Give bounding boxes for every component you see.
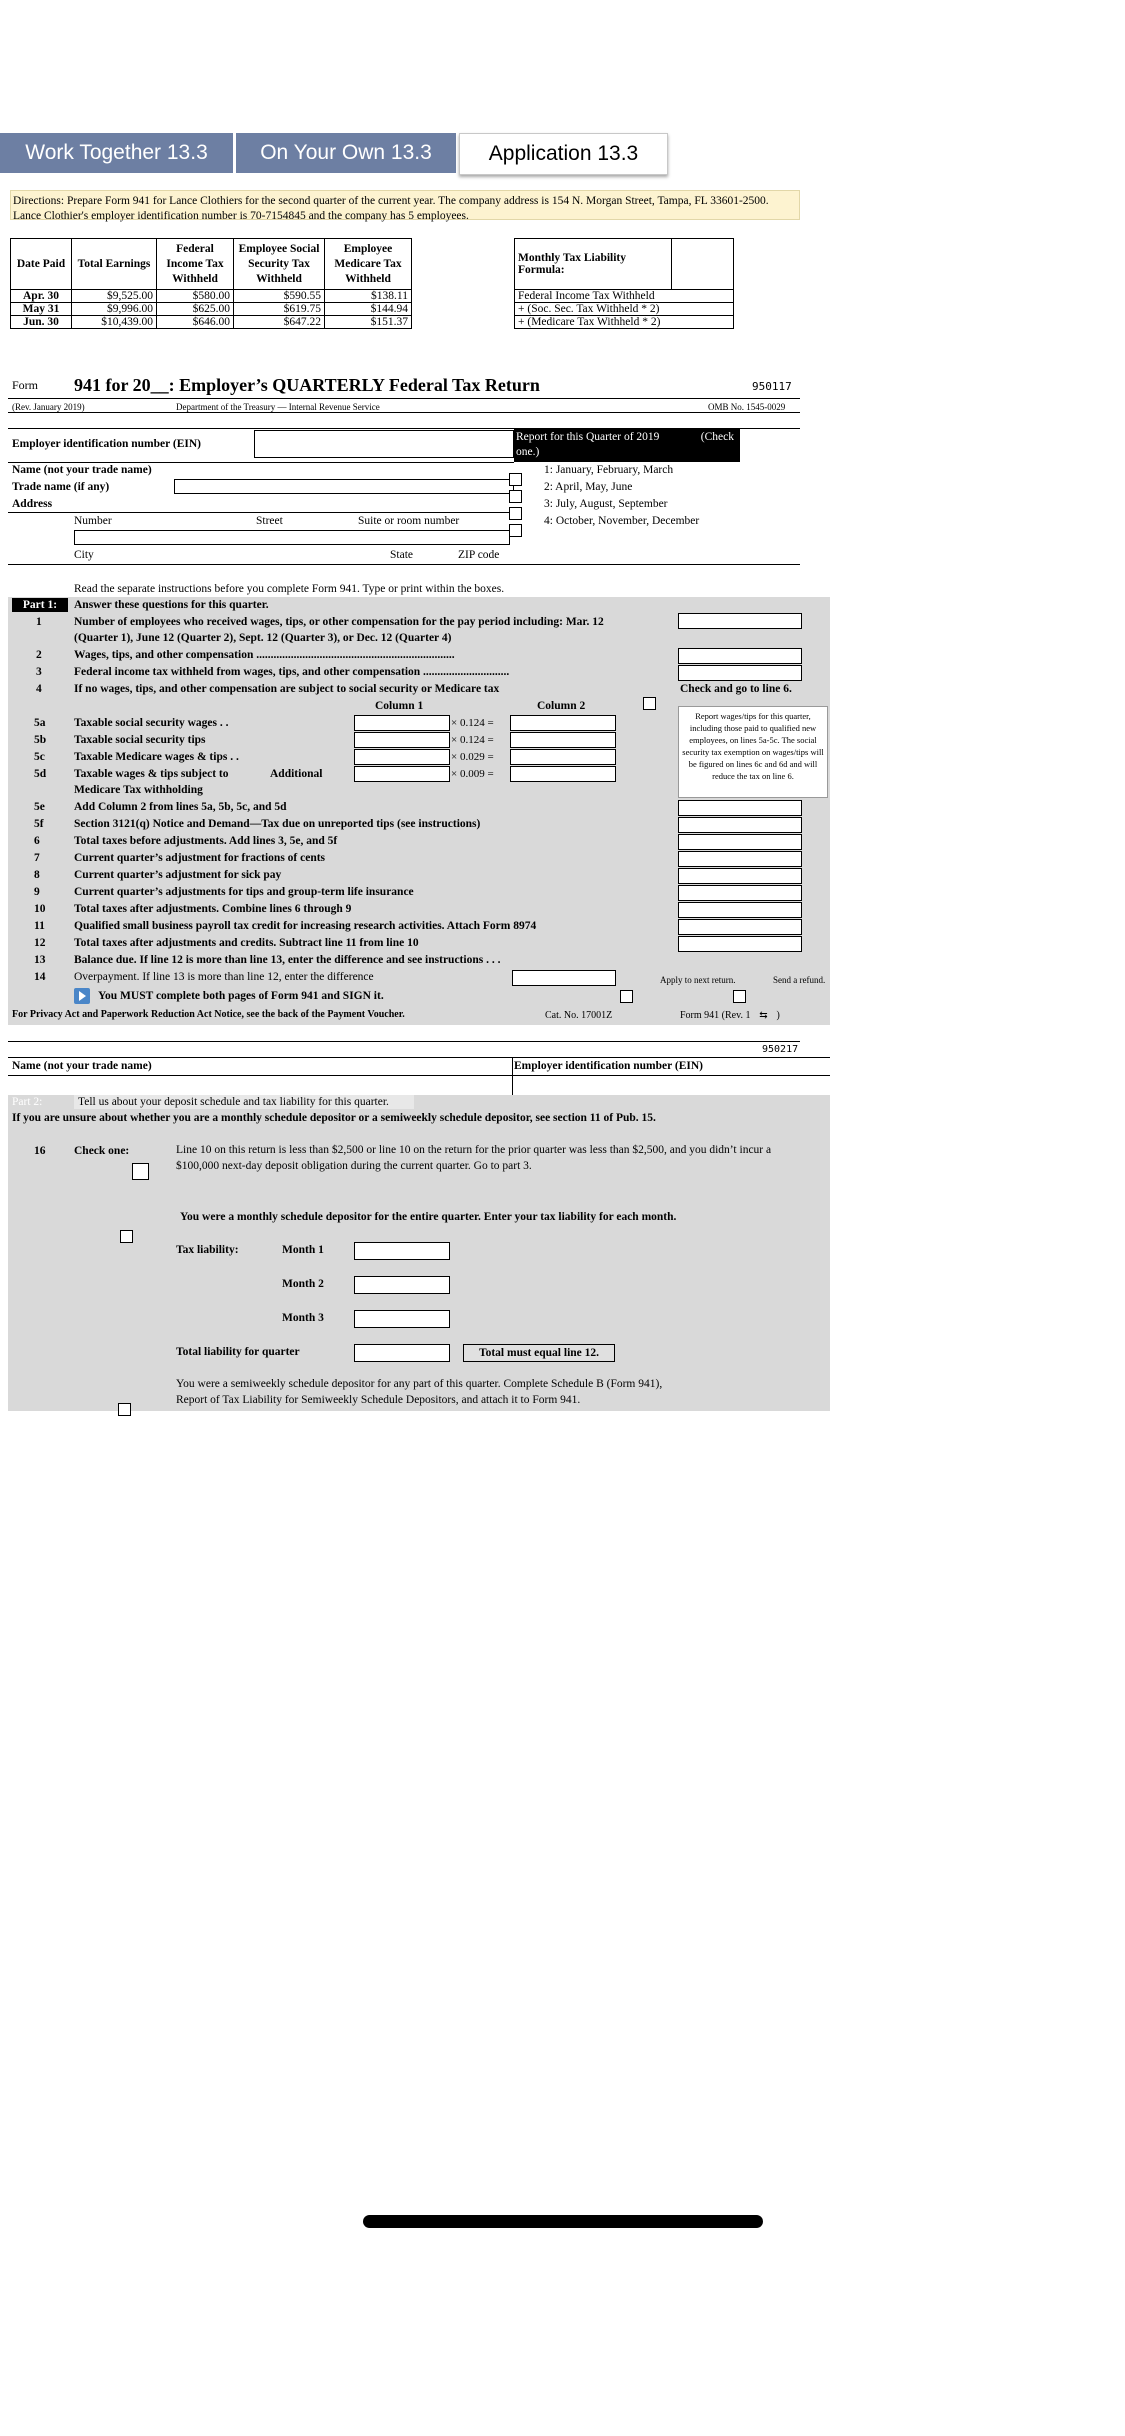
- row-med: $151.37: [325, 316, 412, 329]
- line-2-field[interactable]: [678, 648, 802, 664]
- formula-title: Monthly Tax Liability Formula:: [515, 239, 672, 290]
- opt3-checkbox[interactable]: [118, 1403, 131, 1416]
- cat-no: Cat. No. 17001Z: [545, 1010, 613, 1021]
- row-med: $138.11: [325, 290, 412, 303]
- row-med: $144.94: [325, 303, 412, 316]
- col-total-earnings: Total Earnings: [72, 239, 157, 290]
- row-fed: $625.00: [157, 303, 234, 316]
- opt1-text: Line 10 on this return is less than $2,500 or line 10 on the return for the prior quarter was less than $2,500, and you didn’t incur a $100,000 next-day deposit obligation during the current quarter. Go to part 3.: [176, 1144, 772, 1172]
- line-5d-num: 5d: [34, 768, 47, 780]
- line-10-text: Total taxes after adjustments. Combine lines 6 through 9: [74, 903, 352, 915]
- quarter-one-text: one.): [516, 446, 540, 458]
- table-row: [11, 316, 412, 329]
- formula-line-3: + (Medicare Tax Withheld * 2): [515, 316, 734, 329]
- total-quarter-label: Total liability for quarter: [176, 1346, 300, 1358]
- address-label: Address: [12, 498, 53, 510]
- line-12-text: Total taxes after adjustments and credits. Subtract line 11 from line 10: [74, 937, 419, 949]
- line-5d-col1[interactable]: [354, 766, 450, 782]
- form-code-2: 950217: [762, 1044, 799, 1055]
- col-federal: Federal Income Tax Withheld: [157, 239, 234, 290]
- quarter-4-label: 4: October, November, December: [544, 515, 700, 527]
- part2-title: Tell us about your deposit schedule and tax liability for this quarter.: [78, 1096, 389, 1108]
- opt2-checkbox[interactable]: [120, 1230, 133, 1243]
- line-8-field[interactable]: [678, 868, 802, 884]
- formula-line-2: + (Soc. Sec. Tax Withheld * 2): [515, 303, 734, 316]
- line-8-num: 8: [34, 869, 40, 881]
- tab-work-together[interactable]: Work Together 13.3: [0, 133, 233, 173]
- line-5d-col2[interactable]: [510, 766, 616, 782]
- line-5b-text: Taxable social security tips: [74, 734, 206, 746]
- line-12-field[interactable]: [678, 936, 802, 952]
- quarter-header-text: Report for this Quarter of 2019: [516, 431, 660, 443]
- line-4-checkbox[interactable]: [643, 697, 656, 710]
- part1-badge: Part 1:: [12, 598, 68, 612]
- row-earnings: $10,439.00: [72, 316, 157, 329]
- directions: Directions: Prepare Form 941 for Lance Clothiers for the second quarter of the current year. The company address is 154 N. Morgan Street, Tampa, FL 33601-2500. Lance Clothier's employer identification number is 70-7154845 and the company has 5 employees.: [10, 190, 800, 220]
- quarter-check-text: (Check: [700, 431, 734, 443]
- opt1-checkbox[interactable]: [132, 1163, 149, 1180]
- month-3-label: Month 3: [282, 1312, 324, 1324]
- line-5-note: Report wages/tips for this quarter, including those paid to qualified new employees, on lines 5a-5c. The social security tax exemption on wages/tips will be figured on lines 6c and 6d and will reduce the tax on line 6.: [678, 706, 828, 798]
- arrow-icon: [74, 988, 90, 1004]
- line-5a-text: Taxable social security wages . .: [74, 717, 229, 729]
- suite-label: Suite or room number: [358, 515, 460, 527]
- form-rev: (Rev. January 2019): [12, 402, 85, 412]
- table-row: [11, 290, 412, 303]
- line-2-text: Wages, tips, and other compensation .....................................................................: [74, 649, 455, 661]
- line-5e-num: 5e: [34, 801, 45, 813]
- form-dept: Department of the Treasury — Internal Revenue Service: [176, 402, 380, 412]
- ein-field[interactable]: [254, 430, 514, 458]
- line-11-field[interactable]: [678, 919, 802, 935]
- row-ss: $590.55: [234, 290, 325, 303]
- line-3-field[interactable]: [678, 665, 802, 681]
- line-12-num: 12: [34, 937, 46, 949]
- line-8-text: Current quarter’s adjustment for sick pay: [74, 869, 282, 881]
- check-one-label: Check one:: [74, 1145, 130, 1157]
- line-1-text: Number of employees who received wages, tips, or other compensation for the pay period including: Mar. 12: [74, 616, 604, 628]
- line-5b-rate: × 0.124 =: [451, 734, 494, 746]
- swap-arrow-icon[interactable]: ⇆: [759, 1010, 768, 1021]
- quarter-3-label: 3: July, August, September: [544, 498, 668, 510]
- apply-next-checkbox[interactable]: [620, 990, 633, 1003]
- quarter-4-checkbox[interactable]: [509, 524, 522, 537]
- line-11-text: Qualified small business payroll tax credit for increasing research activities. Attach Form 8974: [74, 920, 537, 932]
- tab-on-your-own[interactable]: On Your Own 13.3: [236, 133, 456, 173]
- line-11-num: 11: [34, 920, 45, 932]
- quarter-header: [514, 428, 740, 462]
- form-code: 950117: [752, 380, 792, 393]
- line-3-text: Federal income tax withheld from wages, tips, and other compensation ..............................: [74, 666, 510, 678]
- line-5b-col2[interactable]: [510, 732, 616, 748]
- row-earnings: $9,996.00: [72, 303, 157, 316]
- privacy-notice: For Privacy Act and Paperwork Reduction Act Notice, see the back of the Payment Voucher.: [12, 1009, 405, 1020]
- instructions: Read the separate instructions before you complete Form 941. Type or print within the boxes.: [74, 583, 505, 595]
- line-5d-text: Taxable wages & tips subject to: [74, 768, 229, 780]
- formula-line-1: Federal Income Tax Withheld: [515, 290, 734, 303]
- line-5c-text: Taxable Medicare wages & tips . .: [74, 751, 239, 763]
- row-date: Jun. 30: [11, 316, 72, 329]
- total-quarter-field[interactable]: [354, 1344, 450, 1362]
- name-label: Name (not your trade name): [12, 464, 152, 476]
- form-label: Form: [12, 378, 39, 392]
- state-label: State: [390, 549, 413, 561]
- line-1-text-2: (Quarter 1), June 12 (Quarter 2), Sept. 12 (Quarter 3), or Dec. 12 (Quarter 4): [74, 632, 452, 644]
- tax-liability-label: Tax liability:: [176, 1244, 239, 1256]
- ein-label-2: Employer identification number (EIN): [514, 1060, 704, 1072]
- tab-bar: [0, 133, 667, 175]
- month-2-label: Month 2: [282, 1278, 324, 1290]
- row-fed: $646.00: [157, 316, 234, 329]
- quarter-2-label: 2: April, May, June: [544, 481, 633, 493]
- line-5f-num: 5f: [34, 818, 44, 830]
- line-5d-text-2: Medicare Tax withholding: [74, 784, 203, 796]
- form-941-rev-end: ): [776, 1010, 780, 1021]
- line-5e-field[interactable]: [678, 800, 802, 816]
- check-go-text: Check and go to line 6.: [680, 683, 792, 695]
- row-date: Apr. 30: [11, 290, 72, 303]
- line-10-num: 10: [34, 903, 46, 915]
- line-7-num: 7: [34, 852, 40, 864]
- line-1-num: 1: [36, 616, 42, 628]
- table-row: [11, 303, 412, 316]
- form-941-rev-text: Form 941 (Rev. 1: [680, 1010, 751, 1021]
- line-1-field[interactable]: [678, 613, 802, 629]
- row-ss: $647.22: [234, 316, 325, 329]
- line-5f-text: Section 3121(q) Notice and Demand—Tax due on unreported tips (see instructions): [74, 818, 481, 830]
- quarter-1-checkbox[interactable]: [509, 473, 522, 486]
- zip-label: ZIP code: [458, 549, 500, 561]
- col-ss: Employee Social Security Tax Withheld: [234, 239, 325, 290]
- line-5b-num: 5b: [34, 734, 47, 746]
- opt2-text: You were a monthly schedule depositor for the entire quarter. Enter your tax liability for each month.: [180, 1211, 677, 1223]
- line-14-field[interactable]: [512, 970, 616, 986]
- line-13-text: Balance due. If line 12 is more than line 13, enter the difference and see instructions . . .: [74, 954, 501, 966]
- line-5c-rate: × 0.029 =: [451, 751, 494, 763]
- column-1-label: Column 1: [375, 700, 424, 712]
- month-1-field[interactable]: [354, 1242, 450, 1260]
- line-5c-col2[interactable]: [510, 749, 616, 765]
- month-1-label: Month 1: [282, 1244, 324, 1256]
- month-2-field[interactable]: [354, 1276, 450, 1294]
- quarter-3-checkbox[interactable]: [509, 507, 522, 520]
- line-13-num: 13: [34, 954, 46, 966]
- col-date-paid: Date Paid: [11, 239, 72, 290]
- line-5b-col1[interactable]: [354, 732, 450, 748]
- line-6-num: 6: [34, 835, 40, 847]
- line-6-field[interactable]: [678, 834, 802, 850]
- month-3-field[interactable]: [354, 1310, 450, 1328]
- form-941-rev: [680, 1008, 780, 1023]
- line-10-field[interactable]: [678, 902, 802, 918]
- city-field[interactable]: [74, 530, 510, 545]
- payroll-table: [10, 238, 412, 329]
- home-indicator[interactable]: [363, 2215, 763, 2228]
- line-7-field[interactable]: [678, 851, 802, 867]
- line-5e-text: Add Column 2 from lines 5a, 5b, 5c, and 5d: [74, 801, 287, 813]
- line-9-num: 9: [34, 886, 40, 898]
- row-date: May 31: [11, 303, 72, 316]
- line-4-num: 4: [36, 683, 42, 695]
- line-9-field[interactable]: [678, 885, 802, 901]
- number-label: Number: [74, 515, 112, 527]
- line-5a-num: 5a: [34, 717, 46, 729]
- line-2-num: 2: [36, 649, 42, 661]
- street-label: Street: [256, 515, 283, 527]
- trade-name-field[interactable]: [174, 479, 514, 494]
- part1-title: Answer these questions for this quarter.: [74, 599, 269, 611]
- apply-next-label: Apply to next return.: [660, 975, 736, 985]
- must-complete: You MUST complete both pages of Form 941 and SIGN it.: [98, 990, 384, 1002]
- line-16-num: 16: [34, 1145, 46, 1157]
- form-title: 941 for 20__: Employer’s QUARTERLY Federal Tax Return: [74, 375, 540, 395]
- line-6-text: Total taxes before adjustments. Add lines 3, 5e, and 5f: [74, 835, 338, 847]
- city-label: City: [74, 549, 94, 561]
- row-ss: $619.75: [234, 303, 325, 316]
- line-5f-field[interactable]: [678, 817, 802, 833]
- column-2-label: Column 2: [537, 700, 586, 712]
- part2-badge: Part 2:: [12, 1096, 43, 1108]
- quarter-1-label: 1: January, February, March: [544, 464, 674, 476]
- line-5d-rate: × 0.009 =: [451, 768, 494, 780]
- formula-table: [514, 238, 734, 329]
- form-omb: OMB No. 1545-0029: [708, 402, 786, 412]
- row-earnings: $9,525.00: [72, 290, 157, 303]
- send-refund-label: Send a refund.: [773, 975, 826, 985]
- col-medicare: Employee Medicare Tax Withheld: [325, 239, 412, 290]
- opt3-text: You were a semiweekly schedule depositor for any part of this quarter. Complete Schedule B (Form 941), Report of Tax Liability for Semiweekly Schedule Depositors, and attach it to Form 941.: [176, 1378, 663, 1406]
- total-must-note: Total must equal line 12.: [463, 1344, 615, 1362]
- trade-label: Trade name (if any): [12, 481, 110, 493]
- line-5d-extra: Additional: [270, 768, 323, 780]
- tab-application[interactable]: Application 13.3: [459, 133, 668, 175]
- line-4-text: If no wages, tips, and other compensation are subject to social security or Medicare tax: [74, 683, 500, 695]
- unsure-text: If you are unsure about whether you are a monthly schedule depositor or a semiweekly schedule depositor, see section 11 of Pub. 15.: [12, 1112, 656, 1124]
- line-3-num: 3: [36, 666, 42, 678]
- quarter-2-checkbox[interactable]: [509, 490, 522, 503]
- ein-label: Employer identification number (EIN): [12, 438, 202, 450]
- line-5a-rate: × 0.124 =: [451, 717, 494, 729]
- line-5c-col1[interactable]: [354, 749, 450, 765]
- send-refund-checkbox[interactable]: [733, 990, 746, 1003]
- line-5a-col1[interactable]: [354, 715, 450, 731]
- line-14-num: 14: [34, 971, 46, 983]
- line-14-text: Overpayment. If line 13 is more than line 12, enter the difference: [74, 971, 374, 983]
- name-label-2: Name (not your trade name): [12, 1060, 152, 1072]
- line-5c-num: 5c: [34, 751, 45, 763]
- line-9-text: Current quarter’s adjustments for tips and group-term life insurance: [74, 886, 414, 898]
- line-7-text: Current quarter’s adjustment for fractions of cents: [74, 852, 326, 864]
- row-fed: $580.00: [157, 290, 234, 303]
- line-5a-col2[interactable]: [510, 715, 616, 731]
